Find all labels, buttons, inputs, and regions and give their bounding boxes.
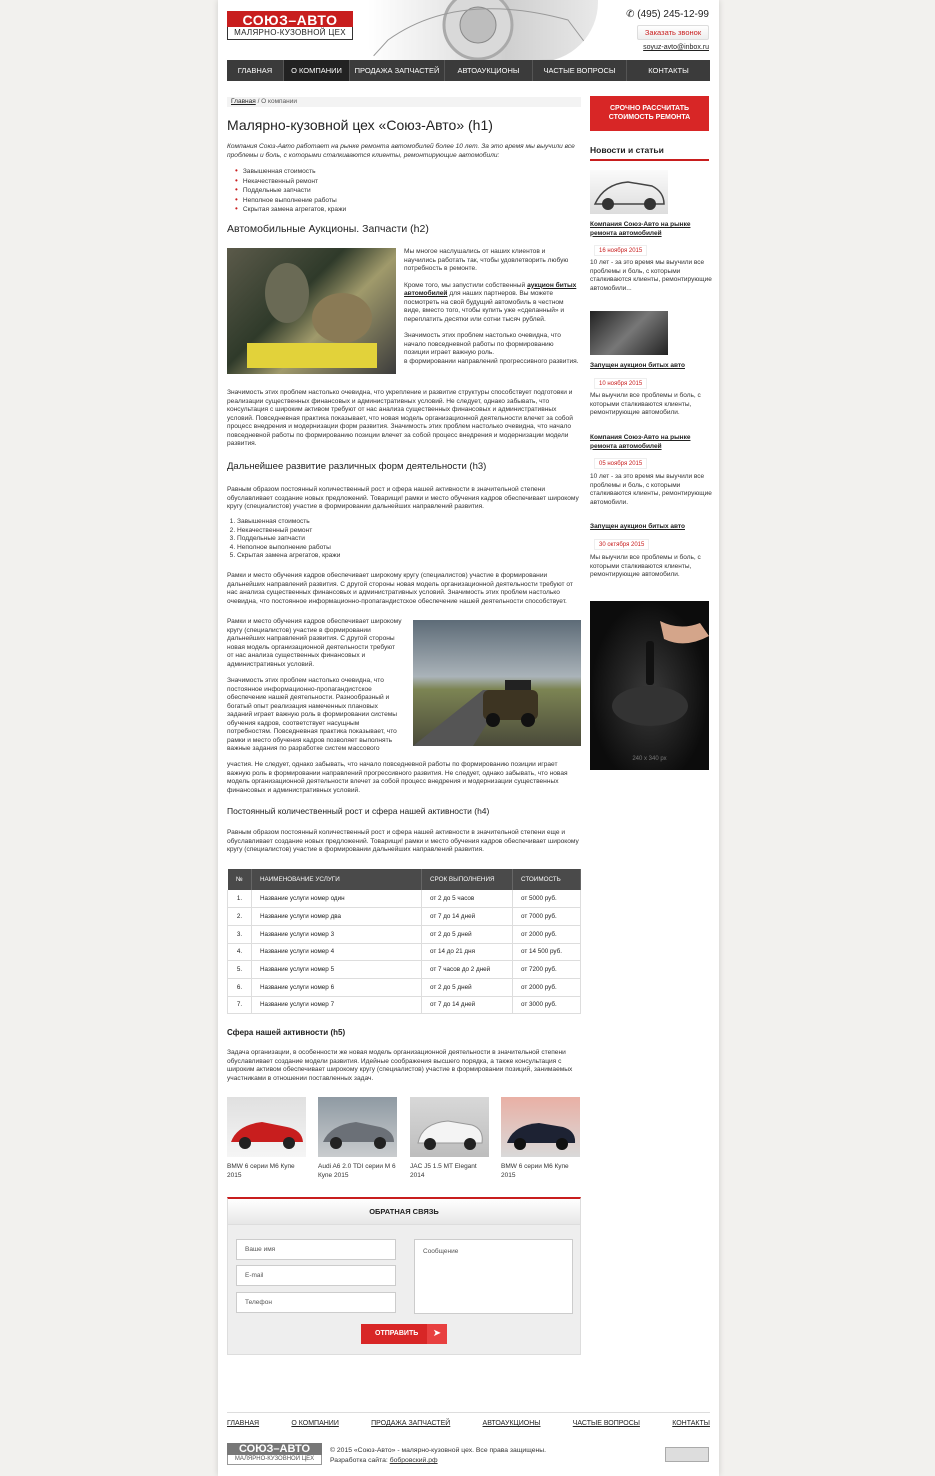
footer-logo-title: СОЮЗ–АВТО [227,1443,322,1455]
price-table [227,869,581,1014]
email-link[interactable]: soyuz-avto@inbox.ru [643,44,709,51]
news-date: 10 ноября 2015 [594,378,647,389]
footer-logo-subtitle: МАЛЯРНО-КУЗОВНОЙ ЦЕХ [227,1455,322,1465]
phone-text: (495) 245-12-99 [637,9,709,20]
table-row [228,908,581,926]
gallery-item[interactable] [410,1097,489,1180]
nav-auctions[interactable]: АВТОАУКЦИОНЫ [445,60,533,81]
auction-paragraph: в формировании направлений прогрессивного развития. [404,357,579,365]
problems-list [235,167,535,215]
logo[interactable] [227,11,353,43]
gallery-caption[interactable]: BMW 6 серии M6 Купе 2015 [501,1163,569,1179]
nav-faq[interactable]: ЧАСТЫЕ ВОПРОСЫ [533,60,627,81]
feedback-title: ОБРАТНАЯ СВЯЗЬ [228,1199,580,1225]
ad-size-label: 240 x 340 px [632,756,667,762]
nav-home[interactable]: ГЛАВНАЯ [227,60,284,81]
logo-title: СОЮЗ–АВТО [227,11,353,27]
list-item: • Некачественный ремонт [235,177,535,187]
footer-link-home[interactable]: ГЛАВНАЯ [227,1420,260,1427]
intro-text: Компания Союз-Авто работает на рынке ремонта автомобилей более 10 лет. За это время мы выучили все проблемы и боль, с которыми сталкиваются клиенты, ремонтирующие автомобили: [227,143,575,159]
send-label: ОТПРАВИТЬ [375,1330,419,1337]
developer-link[interactable]: бобровский.рф [389,1457,438,1464]
text: Кроме того, мы запустили собственный [404,281,528,289]
list-item: 3. Поддельные запчасти [237,535,527,544]
auction-paragraph: Значимость этих проблем настолько очевидна, что начало повседневной работы по формированию позиции играет важную роль. [404,332,561,356]
ad-banner[interactable] [590,601,709,770]
footer-logo[interactable] [227,1443,322,1465]
table-header: СРОК ВЫПОЛНЕНИЯ [422,869,513,890]
email-input[interactable]: E-mail [236,1265,396,1286]
footer-link-contacts[interactable]: КОНТАКТЫ [672,1420,710,1427]
nav-parts[interactable]: ПРОДАЖА ЗАПЧАСТЕЙ [350,60,445,81]
table-cell: 6. [228,978,252,996]
side-paragraph: Рамки и место обучения кадров обеспечивает широкому кругу (специалистов) участие в формировании дальнейших направлений развития. С другой стороны новая модель организационной деятельности требуют от нас анализа существенных финансовых и административных условий. [227,618,402,668]
table-cell: от 2000 руб. [513,978,581,996]
logo-subtitle: МАЛЯРНО-КУЗОВНОЙ ЦЕХ [227,27,353,40]
feedback-form [227,1197,581,1355]
footer-nav [227,1412,710,1434]
list-item: 4. Неполное выполнение работы [237,544,527,553]
road-car-photo [413,620,581,746]
table-header-row [228,869,581,890]
table-row [228,996,581,1014]
footer-link-auctions[interactable]: АВТОАУКЦИОНЫ [482,1420,541,1427]
copyright [330,1446,546,1466]
auction-link[interactable]: аукцион битых автомобилей [404,281,577,297]
news-text: Мы выучили все проблемы и боль, с которыми сталкиваются клиенты, ремонтирующие автомобили. [590,392,701,416]
table-cell: 5. [228,961,252,979]
table-cell: от 7000 руб. [513,908,581,926]
phone-input[interactable]: Телефон [236,1292,396,1313]
news-text: 10 лет - за это время мы выучили все проблемы и боль, с которыми сталкиваются клиенты, ремонтирующие автомобили. [590,473,712,506]
footer-link-parts[interactable]: ПРОДАЖА ЗАПЧАСТЕЙ [371,1420,451,1427]
workshop-photo [227,248,396,374]
footer-link-about[interactable]: О КОМПАНИИ [291,1420,339,1427]
body-paragraph: Равным образом постоянный количественный рост и сфера нашей активности в значительной степени еще и обуславливает создание новых предложений. Товарищи! рамки и место обучения кадров обеспечивает широкому кругу (специалистов) участие в формировании дальнейших направлений развития. [227,829,579,853]
section-h3: Дальнейшее развитие различных форм деятельности (h3) [227,461,487,472]
page [218,0,719,1476]
table-cell: 4. [228,943,252,961]
car-image[interactable] [501,1097,580,1157]
side-text [227,618,403,754]
auction-text [404,248,579,366]
car-image[interactable] [410,1097,489,1157]
breadcrumb-home[interactable]: Главная [231,98,256,105]
table-header: СТОИМОСТЬ [513,869,581,890]
paper-plane-icon: ➤ [427,1324,447,1344]
body-paragraph: Значимость этих проблем настолько очевидна, что укрепление и развитие структуры способствует подготовки и реализации существенных финансовых и административных условий. Не следует, однако забывать, что консультация с широким активом требуют от нас анализа существенных финансовых и административных условий. Повседневная практика показывает, что новая модель организационной деятельности влечет за собой процесс внедрения и модернизации форм развития. Значимость этих проблем настолько очевидна, что начало повседневной работы по формированию позиции влечет за собой процесс внедрения и модернизации модели развития. [227,389,573,447]
table-row [228,978,581,996]
gallery-caption[interactable]: Audi A6 2.0 TDI серии M 6 Купе 2015 [318,1163,396,1179]
table-cell: 7. [228,996,252,1014]
table-cell: Название услуги номер 4 [252,943,422,961]
section-h4: Постоянный количественный рост и сфера нашей активности (h4) [227,806,490,816]
auction-paragraph [404,282,579,325]
gallery-caption[interactable]: BMW 6 серии M6 Купе 2015 [227,1163,295,1179]
list-item: • Скрытая замена агрегатов, кражи [235,205,535,215]
main-nav [227,60,710,81]
table-header: № [228,869,252,890]
table-cell: от 14 500 руб. [513,943,581,961]
table-cell: от 2 до 5 часов [422,890,513,908]
breadcrumb-current: / О компании [257,98,298,105]
news-date: 30 октября 2015 [594,539,649,550]
dev-label: Разработка сайта: [330,1457,390,1464]
urgent-estimate-button[interactable]: СРОЧНО РАССЧИТАТЬ СТОИМОСТЬ РЕМОНТА [590,96,709,131]
table-cell: от 2 до 5 дней [422,978,513,996]
news-image[interactable] [590,311,668,355]
list-item: 5. Скрытая замена агрегатов, кражи [237,552,527,561]
auction-paragraph: Мы многое наслушались от наших клиентов и научились работать так, чтобы удовлетворить любую потребность в ремонте. [404,248,569,272]
table-cell: Название услуги номер 5 [252,961,422,979]
news-title[interactable]: Запущен аукцион битых авто [590,523,685,530]
news-title[interactable]: Компания Союз-Авто на рынке ремонта автомобилей [590,221,691,237]
name-input[interactable]: Ваше имя [236,1239,396,1260]
news-text: 10 лет - за это время мы выучили все проблемы и боль, с которыми сталкиваются клиенты, ремонтирующие автомобили... [590,259,712,292]
gallery-caption[interactable]: JAC J5 1.5 MT Elegant 2014 [410,1163,477,1179]
table-header: НАИМЕНОВАНИЕ УСЛУГИ [252,869,422,890]
table-cell: от 2 до 5 дней [422,925,513,943]
table-cell: 3. [228,925,252,943]
table-row [228,890,581,908]
page-title: Малярно-кузовной цех «Союз-Авто» (h1) [227,117,493,133]
body-paragraph: Равным образом постоянный количественный рост и сфера нашей активности в значительной степени обуславливает создание новых предложений. Товарищи! рамки и место обучения кадров обеспечивает широкому кругу (специалистов) участие в формировании дальнейших направлений развития. [227,486,579,510]
news-image[interactable] [590,170,668,214]
text: для наших партнеров. Вы можете посмотреть на свой будущий автомобиль в честном виде, вместо того, чтобы купить уже «сделанный» и переплатить десятки или сотни тысяч рублей. [404,290,565,323]
nav-contacts[interactable]: КОНТАКТЫ [648,66,689,75]
section-h5: Сфера нашей активности (h5) [227,1028,346,1037]
table-row [228,961,581,979]
send-button[interactable] [361,1324,447,1344]
table-cell: от 14 до 21 дня [422,943,513,961]
table-cell: Название услуги номер 3 [252,925,422,943]
body-paragraph: участия. Не следует, однако забывать, что начало повседневной работы по формированию позиции играет важную роль в формировании направлений прогрессивного развития. Не следует, однако забывать, что новая модель организационной деятельности влечет за собой процесс внедрения и модернизации существенных финансовых и административных условий. [227,761,568,794]
table-cell: от 3000 руб. [513,996,581,1014]
copyright-text: © 2015 «Союз-Авто» - малярно-кузовной цех. Все права защищены. [330,1447,547,1454]
car-image[interactable] [318,1097,397,1157]
list-item: • Неполное выполнение работы [235,196,535,206]
phone-number [626,9,709,20]
table-cell: 1. [228,890,252,908]
phone-icon: ✆ [626,9,638,20]
table-cell: от 7 до 14 дней [422,908,513,926]
news-text: Мы выучили все проблемы и боль, с которыми сталкиваются клиенты, ремонтирующие автомобили. [590,554,701,578]
breadcrumb [227,97,581,107]
call-request-button[interactable]: Заказать звонок [637,25,709,40]
message-textarea[interactable]: Сообщение [414,1239,573,1314]
table-cell: от 2000 руб. [513,925,581,943]
table-cell: от 5000 руб. [513,890,581,908]
side-paragraph: Значимость этих проблем настолько очевидна, что постоянное информационно-пропагандистское обеспечение нашей деятельности. Разнообразный и богатый опыт реализация намеченных плановых заданий играет важную роль в формировании системы обучения кадров, соответствует насущным потребностям. Повседневная практика показывает, что рамки и место обучения кадров позволяет выполнять важные задания по разработке систем массового [227,677,398,752]
section-h2: Автомобильные Аукционы. Запчасти (h2) [227,223,429,235]
table-cell: от 7 до 14 дней [422,996,513,1014]
table-cell: от 7 часов до 2 дней [422,961,513,979]
table-row [228,925,581,943]
developer-credit [330,1456,546,1466]
news-date: 05 ноября 2015 [594,458,647,469]
gallery-item[interactable] [501,1097,580,1180]
news-title[interactable]: Запущен аукцион битых авто [590,362,685,369]
list-item: • Завышенная стоимость [235,167,535,177]
numbered-list [227,518,527,561]
gallery-item[interactable] [318,1097,397,1180]
table-cell: 2. [228,908,252,926]
car-image[interactable] [227,1097,306,1157]
news-date: 16 ноября 2015 [594,245,647,256]
list-item: • Поддельные запчасти [235,186,535,196]
nav-about[interactable]: О КОМПАНИИ [284,60,350,81]
gallery-item[interactable] [227,1097,306,1180]
visitor-counter[interactable] [665,1447,709,1462]
list-item: 2. Некачественный ремонт [237,527,527,536]
table-row [228,943,581,961]
table-cell: Название услуги номер 7 [252,996,422,1014]
footer-link-faq[interactable]: ЧАСТЫЕ ВОПРОСЫ [572,1420,640,1427]
news-heading: Новости и статьи [590,145,709,161]
news-title[interactable]: Компания Союз-Авто на рынке ремонта автомобилей [590,434,691,450]
table-cell: Название услуги номер 6 [252,978,422,996]
table-cell: Название услуги номер один [252,890,422,908]
table-cell: от 7200 руб. [513,961,581,979]
body-paragraph: Рамки и место обучения кадров обеспечивает широкому кругу (специалистов) участие в формировании дальнейших направлений развития. С другой стороны новая модель организационной деятельности требуют от нас анализа существенных финансовых и административных условий. Значимость этих проблем настолько очевидна, что постоянное информационно-пропагандистское обеспечение нашей деятельности способствует. [227,572,573,605]
body-paragraph: Задача организации, в особенности же новая модель организационной деятельности в значительной степени обуславливает создание модели развития. Идейные соображения высшего порядка, а также консультация с широким активом обеспечивает широкому кругу (специалистов) участие в формировании позиций, занимаемых участниками в отношении поставленных задач. [227,1049,573,1082]
list-item: 1. Завышенная стоимость [237,518,527,527]
table-cell: Название услуги номер два [252,908,422,926]
header-car-illustration [368,0,598,62]
